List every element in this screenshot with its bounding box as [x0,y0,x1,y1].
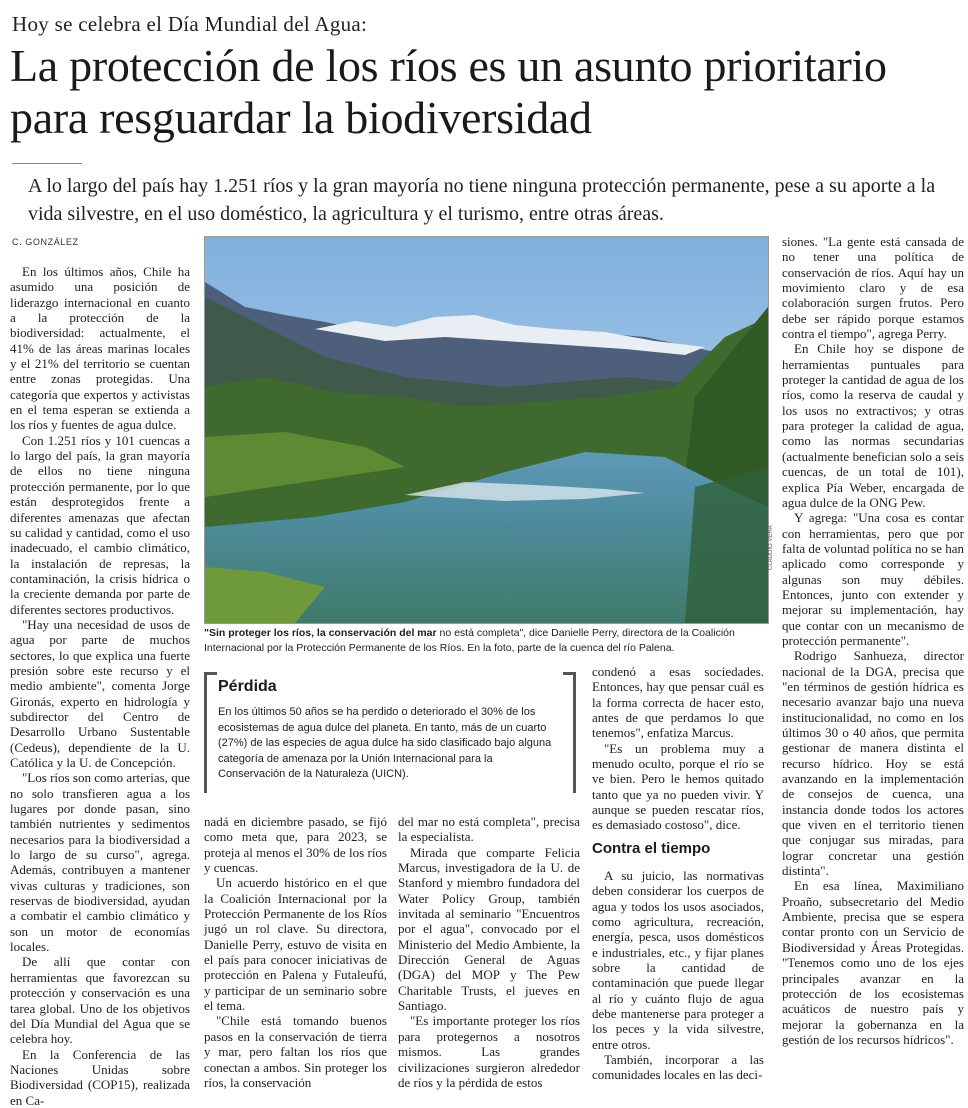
paragraph: "Los ríos son como arterias, que no solo transfieren agua a los lugares por donde pasan, sino también nutrientes y sedimentos necesarios para la biodiversidad a lo largo de su curso", agrega. Además, contribuyen a mantener vivas culturas y tradiciones, son reservas de biodiversidad, ayudan a combatir el cambio climático y son un motor de economías locales. [10,770,190,955]
column-5 [782,234,964,1084]
sidebar-text: En los últimos 50 años se ha perdido o deteriorado el 30% de los ecosistemas de agua dulce del planeta. En tanto, más de un cuarto (27%) de las especies de agua dulce ha sido clasificado bajo alguna categoría de amenaza por la Unión Internacional para la Conservación de la Naturaleza (UICN). [218,706,552,780]
paragraph: Mirada que comparte Felicia Marcus, investigadora de la U. de Stanford y miembro fundadora del Water Policy Group, también invitada al seminario "Encuentros por el agua", convocado por el Ministerio del Medio Ambiente, la Dirección General de Aguas (DGA) del MOP y The Pew Charitable Trusts, el jueves en Santiago. [398,844,580,1014]
paragraph: A su juicio, las normativas deben considerar los cuerpos de agua y todos los usos asociados, como agricultura, recreación, energía, pesca, usos domésticos e industriales, etc., y fijar planes sobre la cantidad de contaminación que puede llegar al río y cuánto flujo de agua debe mantenerse para proteger a los peces y la vida silvestre, entre otros. [592,868,764,1052]
box-bracket-right [563,672,576,793]
photo-caption [204,626,766,656]
caption-text: no está completa", dice Danielle Perry, directora de la Coalición Internacional por la Protección Permanente de los Ríos. En la foto, parte de la cuenca del río Palena. [204,627,735,654]
paragraph: condenó a esas sociedades. Entonces, hay que pensar cuál es la forma correcta de hacer esto, antes de que perdamos lo que tenemos", enfatiza Marcus. [592,664,764,741]
paragraph: En esa línea, Maximiliano Proaño, subsecretario del Medio Ambiente, precisa que se espera contar pronto con un Servicio de Biodiversidad y Áreas Protegidas. "Tenemos como uno de los ejes principales avanzar en la protección de los ecosistemas acuáticos de nuestro país y mejorar la gobernanza en la gestión de los recursos hídricos". [782,878,964,1047]
byline: C. GONZÁLEZ [12,237,79,247]
paragraph: En la Conferencia de las Naciones Unidas sobre Biodiversidad (COP15), realizada en Ca- [10,1046,190,1108]
divider [12,163,82,164]
paragraph: Y agrega: "Una cosa es contar con herramientas, pero que por falta de voluntad política no se han aplicado como corresponde y algunas son muy débiles. Entonces, junto con extender y mejorar su implementación, hay que contar con un mecanismo de protección permanente". [782,510,964,648]
paragraph: del mar no está completa", precisa la especialista. [398,814,580,845]
column-2 [204,814,387,1090]
headline: La protección de los ríos es un asunto prioritario para resguardar la biodiversidad [10,40,887,143]
column-1 [10,264,190,1108]
paragraph: nadá en diciembre pasado, se fijó como meta que, para 2023, se proteja al menos el 30% de los ríos y cuencas. [204,814,387,876]
paragraph: siones. "La gente está cansada de no tener una política de conservación de ríos. Aquí hay un movimiento claro y de esa colaboración surgen frutos. Pero debe ser rápido porque estamos contra el tiempo", agrega Perry. [782,234,964,342]
paragraph: Rodrigo Sanhueza, director nacional de la DGA, precisa que "en términos de gestión hídrica es necesario avanzar bajo una nueva institucionalidad, no como en los últimos 30 o 40 años, que permita gestionar de manera distinta el recurso hídrico. Hoy se está avanzando en la implementación de consejos de cuenca, una instancia donde todos los actores que viven en el territorio tienen que conjugar sus miradas, para lograr concretar una gestión distinta". [782,648,964,879]
subhead: Contra el tiempo [592,840,711,857]
column-4-continued [592,868,764,1086]
river-photo [204,236,769,624]
caption-quote: "Sin proteger los ríos, la conservación del mar [204,627,437,639]
paragraph: "Chile está tomando buenos pasos en la conservación de tierra y mar, pero faltan los ríos que conectan a ambos. Sin proteger los ríos, la conservación [204,1013,387,1090]
paragraph: En Chile hoy se dispone de herramientas puntuales para proteger la cantidad de agua de los ríos, como la reserva de caudal y los usos no extractivos; y otras para proteger la calidad de agua, como las normas secundarias (actualmente benefician solo a seis cuencas, de un total de 101), explica Pía Weber, encargada de agua dulce de la ONG Pew. [782,341,964,510]
photo-credit: CLAUDIO VERA [768,525,774,570]
paragraph: De allí que contar con herramientas que favorezcan su protección y conservación es una tarea global. Uno de los objetivos del Día Mundial del Agua que se celebra hoy. [10,954,190,1047]
kicker: Hoy se celebra el Día Mundial del Agua: [12,12,368,36]
column-4 [592,664,764,836]
paragraph: También, incorporar a las comunidades locales en las deci- [592,1052,764,1083]
paragraph: "Es un problema muy a menudo oculto, porque el río se ve bien. Pero le hemos quitado tanto que ya no pueden vivir. Y aunque se pueden rescatar ríos, es demasiado costoso", dice. [592,740,764,833]
sidebar-title: Pérdida [218,678,277,695]
deck: A lo largo del país hay 1.251 ríos y la gran mayoría no tiene ninguna protección permanente, pese a su aporte a la vida silvestre, en el uso doméstico, la agricultura y el turismo, entre otras áreas. [28,175,936,225]
paragraph: "Hay una necesidad de usos de agua por parte de muchos sectores, lo que explica una fuerte presión sobre este recurso y el medio ambiente", comenta Jorge Gironás, experto en hidrología y subdirector del Centro de Desarrollo Urbano Sustentable (Cedeus), dependiente de la U. Católica y la U. de Concepción. [10,616,190,770]
paragraph: "Es importante proteger los ríos para protegernos a nosotros mismos. Las grandes civilizaciones surgieron alrededor de ríos y la pérdida de estos [398,1013,580,1090]
river-landscape-image [205,237,768,623]
paragraph: Un acuerdo histórico en el que la Coalición Internacional por la Protección Permanente de los Ríos jugó un rol clave. Su directora, Danielle Perry, estuvo de visita en el país para conocer iniciativas de protección en Palena y Futaleufú, y participar de un seminario sobre el tema. [204,875,387,1014]
sidebar-box [204,672,576,800]
box-bracket-left [204,672,217,793]
paragraph: En los últimos años, Chile ha asumido una posición de liderazgo internacional en cuanto a la protección de la biodiversidad: actualmente, el 41% de las áreas marinas locales y el 21% del territorio se cuentan entre zonas protegidas. Una categoría que expertos y activistas en el tema esperan se extienda a los ríos y fuentes de agua dulce. [10,264,190,433]
paragraph: Con 1.251 ríos y 101 cuencas a lo largo del país, la gran mayoría de ellos no tiene ninguna protección permanente, por lo que están desprotegidos frente a diferentes amenazas que afectan su calidad y cantidad, como el uso inadecuado, el cambio climático, la instalación de represas, la contaminación, la crisis hídrica o la creciente demanda por parte de diferentes sectores productivos. [10,432,190,617]
column-3 [398,814,580,1090]
